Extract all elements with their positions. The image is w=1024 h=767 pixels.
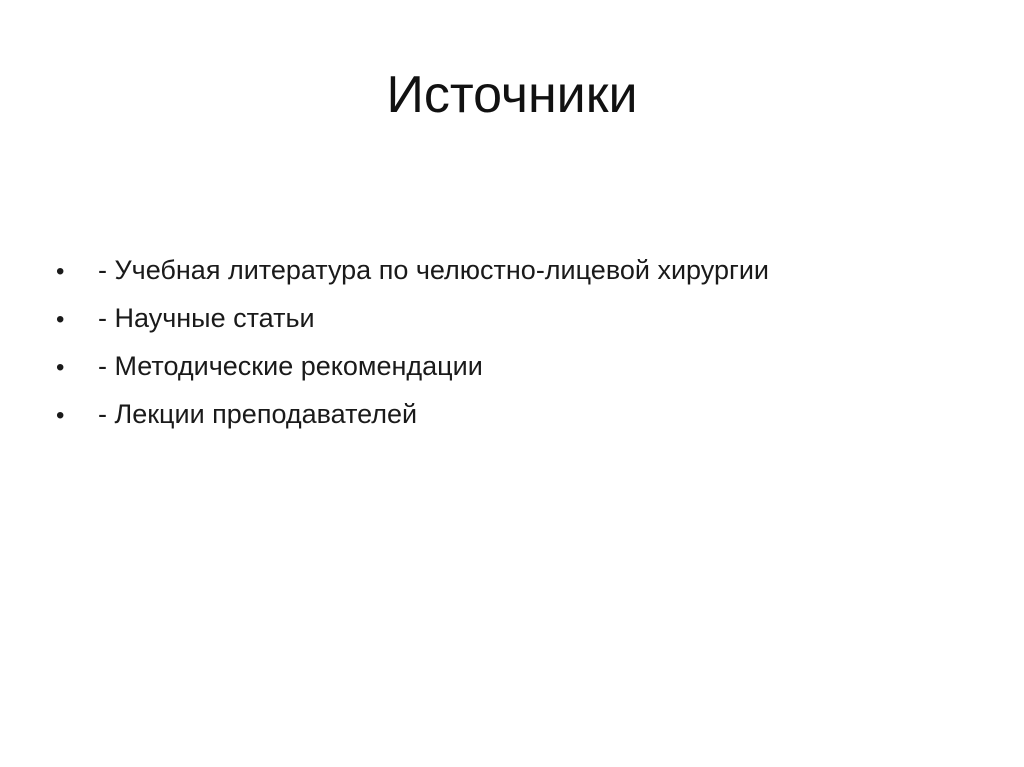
bullet-icon: • <box>56 306 65 333</box>
bullet-icon: • <box>56 258 65 285</box>
bullet-icon: • <box>56 402 65 429</box>
bullet-item-lectures <box>56 390 956 438</box>
bullet-item-textbooks <box>56 246 956 294</box>
bullet-list <box>56 246 956 438</box>
bullet-text: - Методические рекомендации <box>98 351 483 381</box>
bullet-icon: • <box>56 354 65 381</box>
bullet-text: - Учебная литература по челюстно-лицевой хирургии <box>98 255 769 285</box>
bullet-text: - Лекции преподавателей <box>98 399 418 429</box>
bullet-item-articles <box>56 294 956 342</box>
bullet-text: - Научные статьи <box>98 303 315 333</box>
bullet-item-guidelines <box>56 342 956 390</box>
slide-title: Источники <box>386 66 638 124</box>
